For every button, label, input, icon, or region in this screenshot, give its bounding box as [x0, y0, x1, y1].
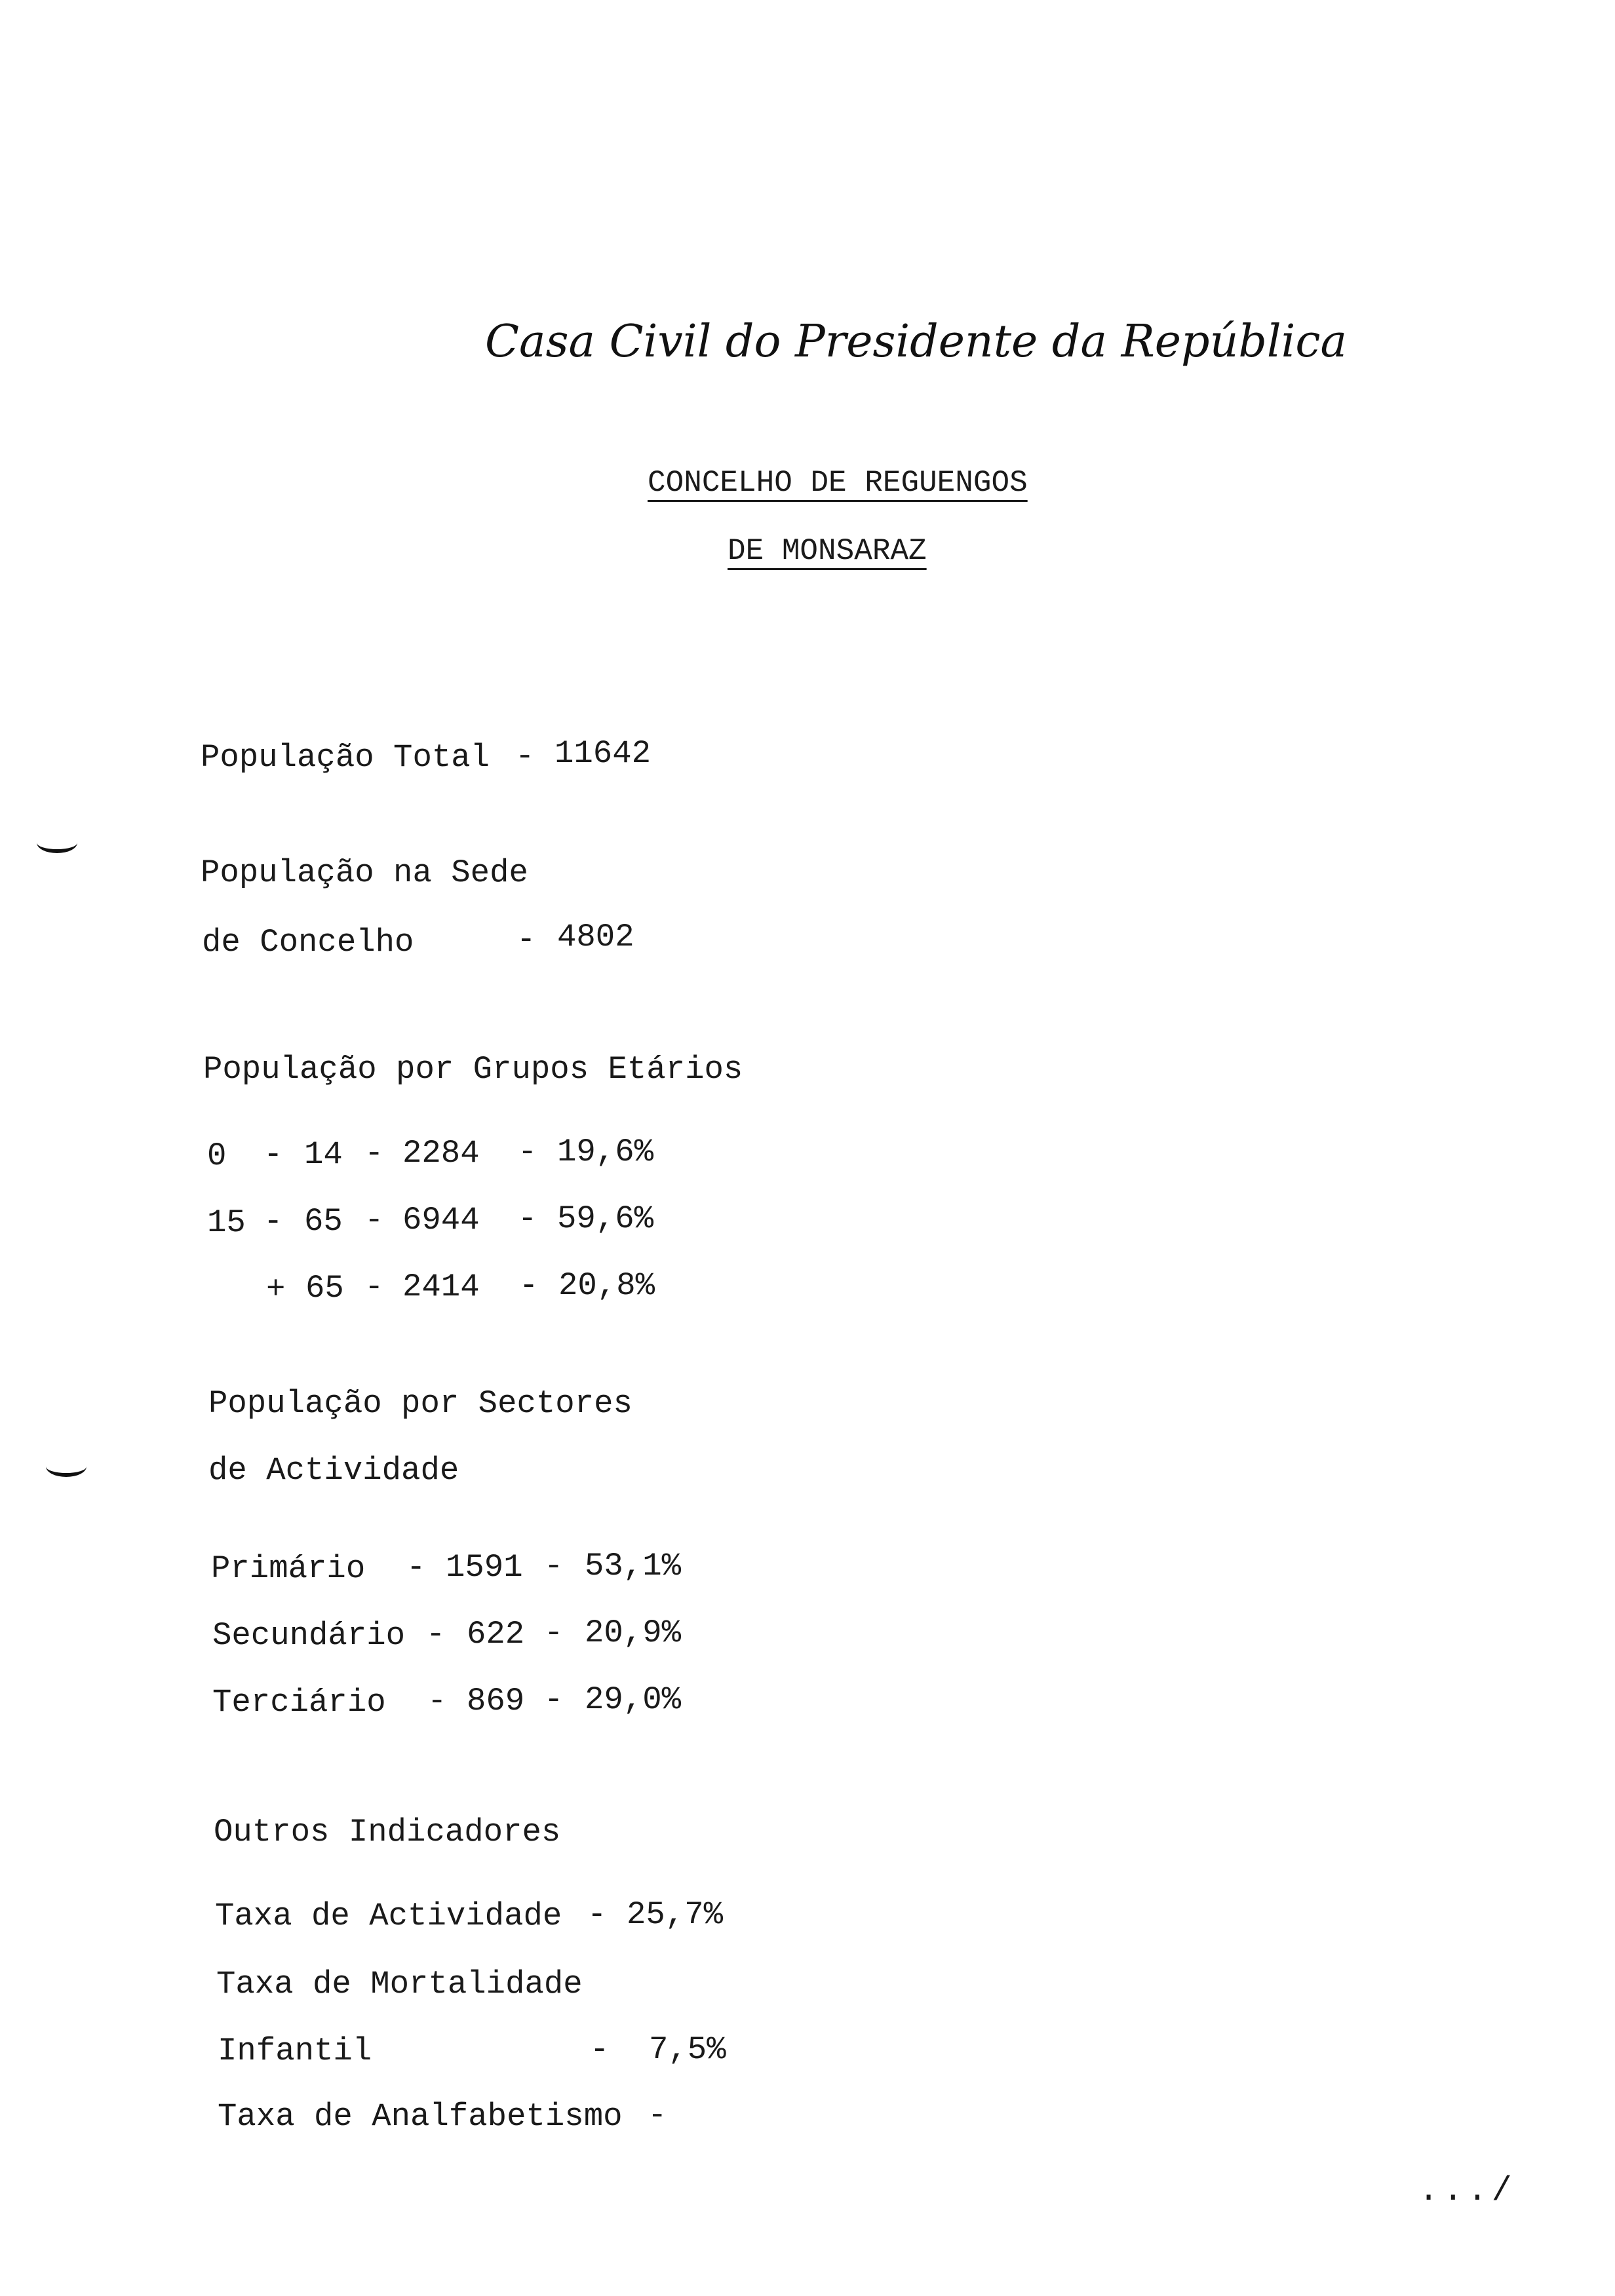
sector-row-2-pct: 29,0% [585, 1681, 682, 1718]
grupo-row-1-pct: 59,6% [557, 1200, 654, 1237]
taxa-mortalidade-sep: - [590, 2031, 610, 2068]
populacao-sede-label-2: de Concelho [202, 924, 414, 961]
grupo-row-2-sep2: - [364, 1269, 384, 1305]
populacao-total-value: 11642 [555, 735, 652, 772]
grupo-row-1-sep1: - [263, 1203, 283, 1240]
populacao-sede-value: 4802 [557, 919, 634, 955]
sectores-heading-1: População por Sectores [208, 1385, 632, 1422]
outros-heading: Outros Indicadores [214, 1814, 561, 1850]
sector-row-1-pct: 20,9% [585, 1615, 682, 1651]
grupo-row-1-sep2: - [364, 1202, 384, 1238]
sector-row-0-count: 1591 [446, 1549, 523, 1586]
sector-row-0-label: Primário [211, 1550, 366, 1587]
grupo-row-1-sep3: - [518, 1200, 537, 1237]
grupo-row-0-sep1: - [263, 1136, 283, 1173]
grupo-row-0-sep2: - [364, 1135, 384, 1172]
grupo-row-2-pct: 20,8% [558, 1267, 655, 1304]
letterhead: Casa Civil do Presidente da República [485, 316, 1348, 368]
grupo-row-2-upper: 65 [305, 1270, 344, 1307]
sector-row-2-label: Terciário [212, 1684, 386, 1721]
sector-row-1-sep2: - [544, 1615, 564, 1651]
punch-mark-top [37, 832, 77, 853]
taxa-analfabetismo-label: Taxa de Analfabetismo [218, 2098, 623, 2135]
sector-row-1-count: 622 [467, 1616, 525, 1653]
populacao-total-label: População Total [201, 739, 490, 776]
grupo-row-0-count: 2284 [402, 1135, 480, 1172]
sector-row-0-sep2: - [544, 1548, 564, 1584]
taxa-mortalidade-value: 7,5% [649, 2031, 726, 2068]
sector-row-1-sep1: - [426, 1616, 446, 1653]
sector-row-2-count: 869 [467, 1683, 525, 1719]
populacao-sede-label-1: População na Sede [201, 854, 528, 891]
grupo-row-2-count: 2414 [402, 1269, 480, 1305]
grupo-row-0-sep3: - [518, 1134, 537, 1170]
sectores-heading-2: de Actividade [208, 1452, 459, 1489]
grupo-row-1-upper: 65 [304, 1203, 343, 1240]
grupo-row-0-pct: 19,6% [557, 1134, 654, 1170]
title-line-1: CONCELHO DE REGUENGOS [648, 466, 1028, 500]
sector-row-0-sep1: - [406, 1549, 426, 1586]
taxa-actividade-label: Taxa de Actividade [215, 1898, 562, 1934]
punch-mark-bottom [46, 1456, 87, 1477]
taxa-mortalidade-label-1: Taxa de Mortalidade [216, 1966, 583, 2002]
taxa-analfabetismo-sep: - [648, 2097, 667, 2133]
taxa-actividade-value: 25,7% [627, 1896, 724, 1933]
taxa-actividade-sep: - [587, 1896, 607, 1933]
populacao-sede-sep: - [516, 921, 536, 958]
sector-row-1-label: Secundário [212, 1617, 406, 1654]
sector-row-2-sep2: - [544, 1681, 564, 1718]
sector-row-0-pct: 53,1% [585, 1548, 682, 1584]
sector-row-2-sep1: - [427, 1683, 447, 1719]
grupo-row-2-sep3: - [519, 1267, 539, 1304]
taxa-mortalidade-label-2: Infantil [218, 2033, 372, 2069]
populacao-total-sep: - [515, 738, 535, 775]
continuation-mark: .../ [1418, 2172, 1516, 2210]
grupo-row-1-count: 6944 [402, 1202, 480, 1238]
title-line-2: DE MONSARAZ [728, 534, 927, 568]
grupo-row-2-range: + [266, 1271, 286, 1308]
grupo-row-0-range: 0 [207, 1138, 227, 1174]
grupo-row-1-range: 15 [207, 1204, 246, 1241]
grupo-row-0-upper: 14 [304, 1136, 343, 1173]
grupos-etarios-heading: População por Grupos Etários [203, 1051, 743, 1088]
